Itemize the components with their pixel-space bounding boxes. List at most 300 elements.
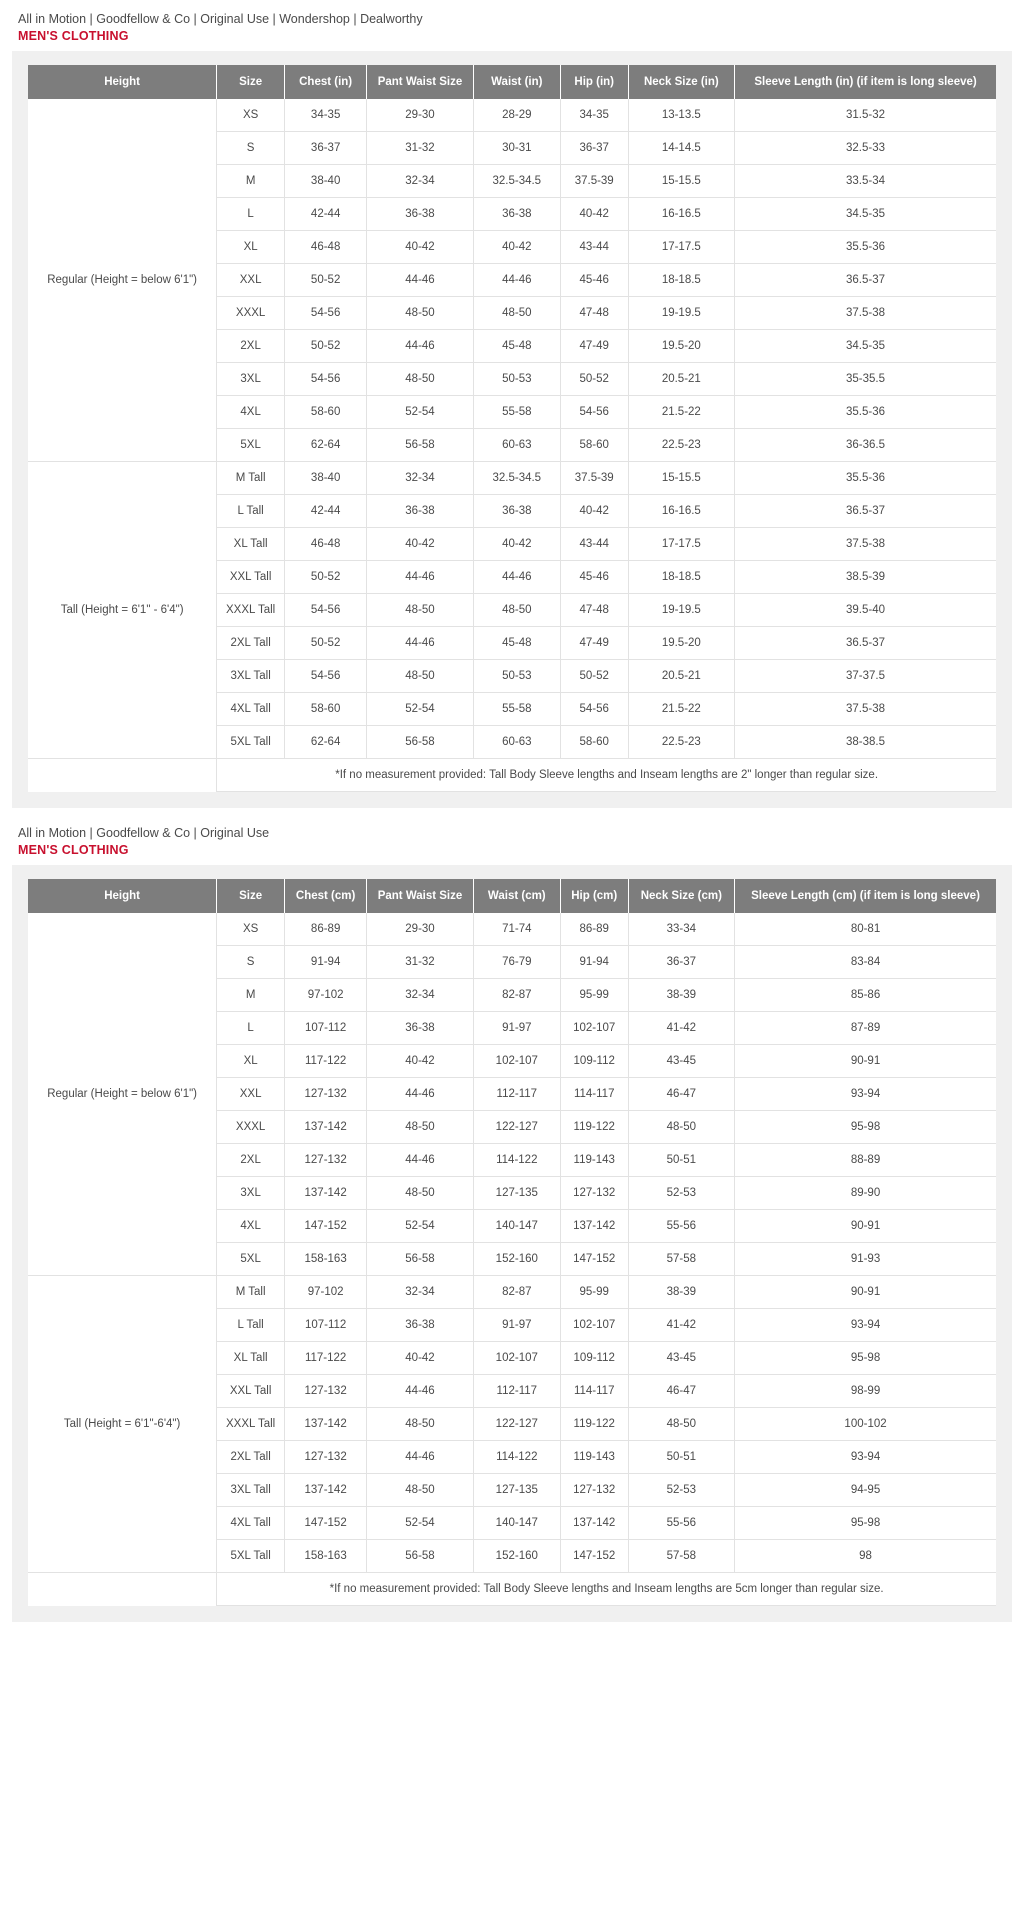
height-group-tall: Tall (Height = 6'1" - 6'4") xyxy=(28,462,217,759)
cell-chest: 137-142 xyxy=(285,1474,367,1507)
cell-sleeve: 98 xyxy=(735,1540,996,1573)
cell-pant-waist: 52-54 xyxy=(367,1507,473,1540)
cell-chest: 50-52 xyxy=(285,330,367,363)
cell-waist: 127-135 xyxy=(473,1474,560,1507)
cell-hip: 50-52 xyxy=(560,363,628,396)
cell-neck: 17-17.5 xyxy=(628,231,734,264)
cell-hip: 102-107 xyxy=(560,1012,628,1045)
cell-pant-waist: 56-58 xyxy=(367,1243,473,1276)
cell-neck: 46-47 xyxy=(628,1375,734,1408)
table-row xyxy=(28,913,996,946)
cell-waist: 28-29 xyxy=(473,99,560,132)
height-group-tall: Tall (Height = 6'1"-6'4") xyxy=(28,1276,217,1573)
cell-chest: 50-52 xyxy=(285,561,367,594)
table-container xyxy=(12,865,1012,1622)
cell-pant-waist: 56-58 xyxy=(367,726,473,759)
cell-chest: 91-94 xyxy=(285,946,367,979)
cell-pant-waist: 40-42 xyxy=(367,231,473,264)
column-header-waist: Waist (in) xyxy=(473,65,560,99)
table-header-row xyxy=(28,65,996,99)
cell-sleeve: 93-94 xyxy=(735,1309,996,1342)
cell-hip: 37.5-39 xyxy=(560,165,628,198)
cell-pant-waist: 48-50 xyxy=(367,1111,473,1144)
cell-hip: 86-89 xyxy=(560,913,628,946)
cell-hip: 95-99 xyxy=(560,1276,628,1309)
cell-size: XXXL xyxy=(217,1111,285,1144)
cell-size: 3XL xyxy=(217,363,285,396)
footnote-text: *If no measurement provided: Tall Body Sleeve lengths and Inseam lengths are 2" longer than regular size. xyxy=(217,759,996,792)
cell-neck: 20.5-21 xyxy=(628,660,734,693)
cell-chest: 86-89 xyxy=(285,913,367,946)
cell-sleeve: 88-89 xyxy=(735,1144,996,1177)
cell-neck: 57-58 xyxy=(628,1540,734,1573)
cell-neck: 18-18.5 xyxy=(628,561,734,594)
cell-sleeve: 32.5-33 xyxy=(735,132,996,165)
table-body xyxy=(28,913,996,1606)
cell-size: 2XL Tall xyxy=(217,627,285,660)
cell-size: XS xyxy=(217,99,285,132)
cell-sleeve: 90-91 xyxy=(735,1276,996,1309)
cell-hip: 147-152 xyxy=(560,1540,628,1573)
cell-pant-waist: 44-46 xyxy=(367,561,473,594)
cell-sleeve: 94-95 xyxy=(735,1474,996,1507)
cell-chest: 38-40 xyxy=(285,165,367,198)
table-row xyxy=(28,462,996,495)
cell-neck: 16-16.5 xyxy=(628,198,734,231)
cell-waist: 82-87 xyxy=(473,1276,560,1309)
cell-size: M Tall xyxy=(217,1276,285,1309)
cell-pant-waist: 36-38 xyxy=(367,495,473,528)
cell-pant-waist: 29-30 xyxy=(367,99,473,132)
cell-sleeve: 35.5-36 xyxy=(735,231,996,264)
table-container xyxy=(12,51,1012,808)
cell-neck: 36-37 xyxy=(628,946,734,979)
cell-hip: 109-112 xyxy=(560,1342,628,1375)
column-header-height: Height xyxy=(28,879,217,913)
cell-waist: 60-63 xyxy=(473,726,560,759)
column-header-height: Height xyxy=(28,65,217,99)
cell-waist: 140-147 xyxy=(473,1210,560,1243)
cell-chest: 147-152 xyxy=(285,1507,367,1540)
cell-hip: 37.5-39 xyxy=(560,462,628,495)
cell-neck: 52-53 xyxy=(628,1177,734,1210)
cell-size: 4XL Tall xyxy=(217,1507,285,1540)
cell-waist: 40-42 xyxy=(473,528,560,561)
cell-sleeve: 80-81 xyxy=(735,913,996,946)
cell-neck: 15-15.5 xyxy=(628,165,734,198)
cell-hip: 45-46 xyxy=(560,264,628,297)
cell-size: 5XL Tall xyxy=(217,1540,285,1573)
cell-waist: 82-87 xyxy=(473,979,560,1012)
table-body xyxy=(28,99,996,792)
cell-waist: 44-46 xyxy=(473,264,560,297)
cell-neck: 19.5-20 xyxy=(628,330,734,363)
cell-pant-waist: 44-46 xyxy=(367,1078,473,1111)
column-header-size: Size xyxy=(217,65,285,99)
cell-chest: 38-40 xyxy=(285,462,367,495)
cell-waist: 112-117 xyxy=(473,1078,560,1111)
cell-size: XS xyxy=(217,913,285,946)
cell-neck: 57-58 xyxy=(628,1243,734,1276)
cell-sleeve: 90-91 xyxy=(735,1210,996,1243)
cell-size: M xyxy=(217,979,285,1012)
cell-sleeve: 91-93 xyxy=(735,1243,996,1276)
height-group-regular: Regular (Height = below 6'1") xyxy=(28,913,217,1276)
cell-waist: 36-38 xyxy=(473,198,560,231)
cell-sleeve: 37-37.5 xyxy=(735,660,996,693)
cell-hip: 40-42 xyxy=(560,198,628,231)
cell-chest: 127-132 xyxy=(285,1078,367,1111)
cell-hip: 114-117 xyxy=(560,1375,628,1408)
column-header-hip: Hip (in) xyxy=(560,65,628,99)
cell-hip: 119-122 xyxy=(560,1111,628,1144)
category-title: MEN'S CLOTHING xyxy=(18,29,129,44)
cell-size: M Tall xyxy=(217,462,285,495)
cell-waist: 152-160 xyxy=(473,1540,560,1573)
cell-pant-waist: 36-38 xyxy=(367,198,473,231)
cell-hip: 114-117 xyxy=(560,1078,628,1111)
cell-neck: 46-47 xyxy=(628,1078,734,1111)
cell-chest: 36-37 xyxy=(285,132,367,165)
size-table xyxy=(28,65,996,792)
cell-neck: 21.5-22 xyxy=(628,693,734,726)
cell-size: 3XL Tall xyxy=(217,660,285,693)
cell-pant-waist: 36-38 xyxy=(367,1309,473,1342)
brand-list: All in Motion | Goodfellow & Co | Original Use xyxy=(18,826,270,841)
cell-sleeve: 34.5-35 xyxy=(735,330,996,363)
cell-chest: 54-56 xyxy=(285,594,367,627)
cell-hip: 147-152 xyxy=(560,1243,628,1276)
cell-chest: 127-132 xyxy=(285,1441,367,1474)
cell-neck: 18-18.5 xyxy=(628,264,734,297)
cell-pant-waist: 44-46 xyxy=(367,627,473,660)
cell-chest: 62-64 xyxy=(285,429,367,462)
brand-list: All in Motion | Goodfellow & Co | Original Use | Wondershop | Dealworthy xyxy=(18,12,423,26)
cell-sleeve: 98-99 xyxy=(735,1375,996,1408)
cell-neck: 50-51 xyxy=(628,1441,734,1474)
cell-size: XL Tall xyxy=(217,528,285,561)
cell-pant-waist: 56-58 xyxy=(367,429,473,462)
cell-chest: 58-60 xyxy=(285,396,367,429)
cell-neck: 48-50 xyxy=(628,1408,734,1441)
cell-neck: 41-42 xyxy=(628,1012,734,1045)
cell-neck: 43-45 xyxy=(628,1045,734,1078)
cell-waist: 122-127 xyxy=(473,1408,560,1441)
cell-chest: 117-122 xyxy=(285,1045,367,1078)
cell-size: XXL xyxy=(217,1078,285,1111)
cell-size: XXXL xyxy=(217,297,285,330)
cell-hip: 137-142 xyxy=(560,1507,628,1540)
cell-neck: 38-39 xyxy=(628,1276,734,1309)
cell-neck: 22.5-23 xyxy=(628,726,734,759)
cell-pant-waist: 29-30 xyxy=(367,913,473,946)
cell-waist: 44-46 xyxy=(473,561,560,594)
cell-hip: 47-48 xyxy=(560,297,628,330)
cell-chest: 137-142 xyxy=(285,1408,367,1441)
cell-waist: 60-63 xyxy=(473,429,560,462)
cell-chest: 137-142 xyxy=(285,1111,367,1144)
cell-size: 5XL xyxy=(217,429,285,462)
cell-chest: 137-142 xyxy=(285,1177,367,1210)
cell-neck: 38-39 xyxy=(628,979,734,1012)
cell-pant-waist: 32-34 xyxy=(367,979,473,1012)
cell-chest: 42-44 xyxy=(285,495,367,528)
cell-sleeve: 37.5-38 xyxy=(735,528,996,561)
cell-hip: 91-94 xyxy=(560,946,628,979)
cell-pant-waist: 48-50 xyxy=(367,1408,473,1441)
cell-neck: 17-17.5 xyxy=(628,528,734,561)
cell-waist: 36-38 xyxy=(473,495,560,528)
cell-size: 4XL xyxy=(217,1210,285,1243)
cell-hip: 119-143 xyxy=(560,1441,628,1474)
cell-pant-waist: 36-38 xyxy=(367,1012,473,1045)
cell-pant-waist: 52-54 xyxy=(367,1210,473,1243)
cell-sleeve: 36.5-37 xyxy=(735,495,996,528)
cell-waist: 32.5-34.5 xyxy=(473,165,560,198)
cell-waist: 114-122 xyxy=(473,1441,560,1474)
cell-sleeve: 39.5-40 xyxy=(735,594,996,627)
cell-pant-waist: 40-42 xyxy=(367,528,473,561)
cell-waist: 91-97 xyxy=(473,1012,560,1045)
cell-chest: 97-102 xyxy=(285,979,367,1012)
cell-waist: 127-135 xyxy=(473,1177,560,1210)
cell-pant-waist: 48-50 xyxy=(367,1177,473,1210)
column-header-waist: Waist (cm) xyxy=(473,879,560,913)
table-row xyxy=(28,1276,996,1309)
cell-sleeve: 95-98 xyxy=(735,1507,996,1540)
cell-size: 4XL Tall xyxy=(217,693,285,726)
cell-size: XXXL Tall xyxy=(217,1408,285,1441)
cell-chest: 117-122 xyxy=(285,1342,367,1375)
cell-sleeve: 33.5-34 xyxy=(735,165,996,198)
cell-size: 5XL xyxy=(217,1243,285,1276)
cell-pant-waist: 31-32 xyxy=(367,132,473,165)
table-header xyxy=(28,65,996,99)
cell-sleeve: 90-91 xyxy=(735,1045,996,1078)
column-header-sleeve-length: Sleeve Length (cm) (if item is long sleeve) xyxy=(735,879,996,913)
cell-hip: 109-112 xyxy=(560,1045,628,1078)
cell-hip: 127-132 xyxy=(560,1474,628,1507)
cell-neck: 20.5-21 xyxy=(628,363,734,396)
column-header-neck-size: Neck Size (in) xyxy=(628,65,734,99)
cell-neck: 52-53 xyxy=(628,1474,734,1507)
size-chart-block-inches xyxy=(12,10,1012,808)
column-header-hip: Hip (cm) xyxy=(560,879,628,913)
cell-waist: 112-117 xyxy=(473,1375,560,1408)
cell-neck: 43-45 xyxy=(628,1342,734,1375)
cell-sleeve: 95-98 xyxy=(735,1111,996,1144)
cell-waist: 32.5-34.5 xyxy=(473,462,560,495)
cell-neck: 48-50 xyxy=(628,1111,734,1144)
cell-sleeve: 36.5-37 xyxy=(735,264,996,297)
cell-pant-waist: 32-34 xyxy=(367,1276,473,1309)
cell-size: S xyxy=(217,946,285,979)
cell-pant-waist: 52-54 xyxy=(367,693,473,726)
cell-waist: 48-50 xyxy=(473,594,560,627)
cell-neck: 15-15.5 xyxy=(628,462,734,495)
cell-sleeve: 93-94 xyxy=(735,1441,996,1474)
cell-size: 4XL xyxy=(217,396,285,429)
cell-chest: 107-112 xyxy=(285,1309,367,1342)
cell-waist: 76-79 xyxy=(473,946,560,979)
size-chart-block-cm xyxy=(12,824,1012,1622)
column-header-size: Size xyxy=(217,879,285,913)
column-header-pant-waist-size: Pant Waist Size xyxy=(367,65,473,99)
cell-pant-waist: 44-46 xyxy=(367,1441,473,1474)
cell-hip: 47-49 xyxy=(560,627,628,660)
cell-waist: 102-107 xyxy=(473,1045,560,1078)
cell-hip: 58-60 xyxy=(560,429,628,462)
cell-sleeve: 85-86 xyxy=(735,979,996,1012)
cell-neck: 13-13.5 xyxy=(628,99,734,132)
cell-waist: 50-53 xyxy=(473,363,560,396)
cell-size: 2XL xyxy=(217,330,285,363)
cell-chest: 42-44 xyxy=(285,198,367,231)
footnote-row xyxy=(28,1573,996,1606)
cell-size: L Tall xyxy=(217,495,285,528)
cell-hip: 40-42 xyxy=(560,495,628,528)
cell-chest: 58-60 xyxy=(285,693,367,726)
cell-neck: 55-56 xyxy=(628,1507,734,1540)
cell-hip: 137-142 xyxy=(560,1210,628,1243)
cell-sleeve: 36.5-37 xyxy=(735,627,996,660)
table-row xyxy=(28,99,996,132)
cell-waist: 30-31 xyxy=(473,132,560,165)
cell-size: XXL Tall xyxy=(217,561,285,594)
cell-pant-waist: 48-50 xyxy=(367,660,473,693)
cell-size: 5XL Tall xyxy=(217,726,285,759)
column-header-chest: Chest (cm) xyxy=(285,879,367,913)
cell-hip: 54-56 xyxy=(560,693,628,726)
cell-waist: 48-50 xyxy=(473,297,560,330)
cell-sleeve: 89-90 xyxy=(735,1177,996,1210)
cell-waist: 122-127 xyxy=(473,1111,560,1144)
cell-size: L xyxy=(217,198,285,231)
cell-pant-waist: 56-58 xyxy=(367,1540,473,1573)
cell-hip: 127-132 xyxy=(560,1177,628,1210)
footnote-row xyxy=(28,759,996,792)
cell-neck: 21.5-22 xyxy=(628,396,734,429)
category-title: MEN'S CLOTHING xyxy=(18,843,129,858)
cell-neck: 50-51 xyxy=(628,1144,734,1177)
cell-chest: 62-64 xyxy=(285,726,367,759)
cell-size: XL Tall xyxy=(217,1342,285,1375)
cell-size: XL xyxy=(217,1045,285,1078)
cell-neck: 55-56 xyxy=(628,1210,734,1243)
cell-size: 3XL xyxy=(217,1177,285,1210)
cell-pant-waist: 44-46 xyxy=(367,264,473,297)
cell-sleeve: 35-35.5 xyxy=(735,363,996,396)
cell-chest: 147-152 xyxy=(285,1210,367,1243)
cell-sleeve: 83-84 xyxy=(735,946,996,979)
cell-waist: 40-42 xyxy=(473,231,560,264)
cell-sleeve: 35.5-36 xyxy=(735,462,996,495)
cell-chest: 50-52 xyxy=(285,264,367,297)
cell-sleeve: 36-36.5 xyxy=(735,429,996,462)
cell-size: L Tall xyxy=(217,1309,285,1342)
cell-size: XL xyxy=(217,231,285,264)
cell-sleeve: 31.5-32 xyxy=(735,99,996,132)
cell-pant-waist: 48-50 xyxy=(367,594,473,627)
block-spacer xyxy=(12,808,1012,824)
cell-hip: 34-35 xyxy=(560,99,628,132)
cell-neck: 16-16.5 xyxy=(628,495,734,528)
cell-sleeve: 100-102 xyxy=(735,1408,996,1441)
column-header-neck-size: Neck Size (cm) xyxy=(628,879,734,913)
cell-pant-waist: 44-46 xyxy=(367,330,473,363)
cell-waist: 50-53 xyxy=(473,660,560,693)
table-header-row xyxy=(28,879,996,913)
cell-chest: 107-112 xyxy=(285,1012,367,1045)
cell-chest: 54-56 xyxy=(285,297,367,330)
cell-chest: 97-102 xyxy=(285,1276,367,1309)
cell-size: M xyxy=(217,165,285,198)
cell-size: 2XL xyxy=(217,1144,285,1177)
cell-sleeve: 37.5-38 xyxy=(735,297,996,330)
cell-chest: 50-52 xyxy=(285,627,367,660)
cell-hip: 43-44 xyxy=(560,528,628,561)
cell-size: XXL Tall xyxy=(217,1375,285,1408)
cell-pant-waist: 48-50 xyxy=(367,363,473,396)
cell-pant-waist: 32-34 xyxy=(367,165,473,198)
cell-sleeve: 37.5-38 xyxy=(735,693,996,726)
cell-size: 3XL Tall xyxy=(217,1474,285,1507)
column-header-pant-waist-size: Pant Waist Size xyxy=(367,879,473,913)
cell-sleeve: 38-38.5 xyxy=(735,726,996,759)
cell-neck: 22.5-23 xyxy=(628,429,734,462)
cell-hip: 45-46 xyxy=(560,561,628,594)
cell-hip: 50-52 xyxy=(560,660,628,693)
cell-hip: 58-60 xyxy=(560,726,628,759)
cell-hip: 119-122 xyxy=(560,1408,628,1441)
cell-pant-waist: 40-42 xyxy=(367,1045,473,1078)
cell-waist: 55-58 xyxy=(473,693,560,726)
cell-size: 2XL Tall xyxy=(217,1441,285,1474)
column-header-sleeve-length: Sleeve Length (in) (if item is long sleeve) xyxy=(735,65,996,99)
cell-neck: 33-34 xyxy=(628,913,734,946)
cell-size: XXXL Tall xyxy=(217,594,285,627)
cell-chest: 54-56 xyxy=(285,363,367,396)
cell-sleeve: 38.5-39 xyxy=(735,561,996,594)
cell-waist: 55-58 xyxy=(473,396,560,429)
cell-sleeve: 35.5-36 xyxy=(735,396,996,429)
cell-pant-waist: 48-50 xyxy=(367,1474,473,1507)
cell-neck: 19-19.5 xyxy=(628,297,734,330)
cell-chest: 46-48 xyxy=(285,231,367,264)
cell-waist: 45-48 xyxy=(473,330,560,363)
cell-chest: 46-48 xyxy=(285,528,367,561)
cell-chest: 34-35 xyxy=(285,99,367,132)
cell-chest: 54-56 xyxy=(285,660,367,693)
table-header xyxy=(28,879,996,913)
cell-waist: 45-48 xyxy=(473,627,560,660)
cell-waist: 140-147 xyxy=(473,1507,560,1540)
cell-waist: 102-107 xyxy=(473,1342,560,1375)
cell-sleeve: 95-98 xyxy=(735,1342,996,1375)
cell-neck: 19-19.5 xyxy=(628,594,734,627)
cell-neck: 19.5-20 xyxy=(628,627,734,660)
cell-waist: 114-122 xyxy=(473,1144,560,1177)
footnote-text: *If no measurement provided: Tall Body Sleeve lengths and Inseam lengths are 5cm longer than regular size. xyxy=(217,1573,996,1606)
cell-pant-waist: 31-32 xyxy=(367,946,473,979)
cell-size: S xyxy=(217,132,285,165)
size-table xyxy=(28,879,996,1606)
cell-pant-waist: 32-34 xyxy=(367,462,473,495)
height-group-regular: Regular (Height = below 6'1") xyxy=(28,99,217,462)
cell-size: XXL xyxy=(217,264,285,297)
cell-chest: 158-163 xyxy=(285,1243,367,1276)
cell-hip: 36-37 xyxy=(560,132,628,165)
